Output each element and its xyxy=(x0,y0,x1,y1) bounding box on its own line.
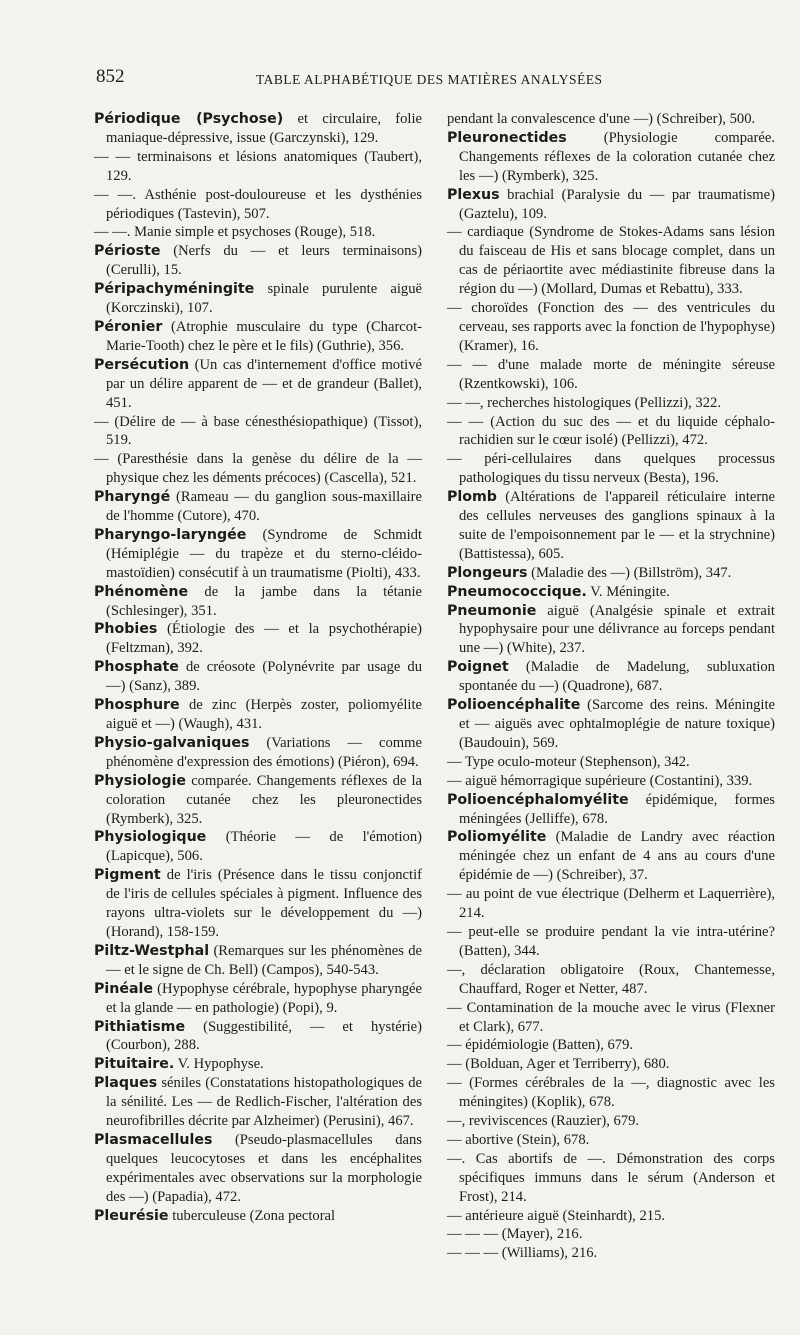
index-entry xyxy=(447,450,775,488)
index-entry xyxy=(94,620,422,658)
running-title: TABLE ALPHABÉTIQUE DES MATIÈRES ANALYSÉES xyxy=(256,72,603,87)
entry-headword: Polioencéphalomyélite xyxy=(447,791,629,808)
entry-headword: Phosphate xyxy=(94,659,179,676)
entry-text: de créosote (Polynévrite par usage du —) (Sanz), 389. xyxy=(106,659,422,695)
page-header xyxy=(96,66,736,96)
index-entry xyxy=(94,734,422,772)
index-entry xyxy=(447,791,775,829)
index-entry xyxy=(94,658,422,696)
index-entry xyxy=(447,356,775,394)
index-entry xyxy=(447,583,775,602)
index-entry xyxy=(447,110,775,129)
index-entry xyxy=(94,280,422,318)
entry-headword: Plomb xyxy=(447,489,497,506)
entry-text: — aiguë hémorragique supérieure (Costantini), 339. xyxy=(447,772,753,789)
entry-text: — Type oculo-moteur (Stephenson), 342. xyxy=(447,753,690,770)
entry-text: — au point de vue électrique (Delherm et Laquerrière), 214. xyxy=(447,886,775,922)
index-entry xyxy=(447,413,775,451)
entry-headword: Pleurésie xyxy=(94,1207,169,1224)
entry-headword: Pneumococcique. xyxy=(447,583,587,600)
entry-text: de zinc (Herpès zoster, poliomyélite aiguë et —) (Waugh), 431. xyxy=(106,697,422,732)
entry-text: séniles (Constatations histopathologiques de la sénilité. Les — de Redlich-Fischer, l'altération des neurofibrilles décrite par Alzheimer) (Perusini), 467. xyxy=(106,1075,422,1130)
entry-text: spinale purulente aiguë (Korczinski), 107. xyxy=(106,281,422,317)
index-entry xyxy=(94,980,422,1018)
entry-text: (Variations — comme phénomène d'expression des émotions) (Piéron), 694. xyxy=(106,734,422,770)
index-entry xyxy=(447,488,775,564)
entry-headword: Poliomyélite xyxy=(447,829,547,846)
entry-headword: Piltz-Westphal xyxy=(94,942,210,959)
index-entry xyxy=(447,1036,775,1055)
entry-text: —, reviviscences (Rauzier), 679. xyxy=(447,1113,640,1130)
entry-text: — (Délire de — à base cénesthésiopathique) (Tissot), 519. xyxy=(94,413,422,449)
index-entry xyxy=(94,450,422,488)
index-entry xyxy=(94,110,422,148)
index-entry xyxy=(94,488,422,526)
entry-text: (Maladie de Madelung, subluxation spontanée du —) (Quadrone), 687. xyxy=(459,659,775,695)
entry-text: (Sarcome des reins. Méningite et — aiguës avec ophtalmoplégie de nature toxique) (Baudouin), 569. xyxy=(459,697,775,751)
entry-text: —, déclaration obligatoire (Roux, Chantemesse, Chauffard, Roger et Netter, 487. xyxy=(447,961,775,997)
entry-text: — —, recherches histologiques (Pellizzi), 322. xyxy=(447,394,721,411)
entry-text: — cardiaque (Syndrome de Stokes-Adams sans lésion du faisceau de His et sans blocage complet, dans un cas de périaortite avec médiastinite fibreuse dans la région du —) (Mollard, Dumas et Rebattu), 333. xyxy=(447,224,775,298)
index-entry xyxy=(447,961,775,999)
index-entry xyxy=(447,772,775,791)
entry-text: (Physiologie comparée. Changements réflexes de la coloration cutanée chez les —) (Rymberk), 325. xyxy=(459,129,775,184)
index-entry xyxy=(447,299,775,356)
index-entry xyxy=(447,1131,775,1150)
entry-headword: Pigment xyxy=(94,867,161,884)
index-entry xyxy=(447,1225,775,1244)
index-entry xyxy=(94,1207,422,1226)
entry-headword: Plasmacellules xyxy=(94,1131,213,1148)
entry-text: (Hypophyse cérébrale, hypophyse pharyngée et la glande — en pathologie) (Popi), 9. xyxy=(106,980,422,1016)
entry-headword: Phosphure xyxy=(94,697,180,714)
entry-headword: Polioencéphalite xyxy=(447,697,581,714)
entry-text: (Atrophie musculaire du type (Charcot-Marie-Tooth) chez le père et le fils) (Guthrie), 356. xyxy=(106,318,422,354)
entry-text: (Syndrome de Schmidt (Hémiplégie — du trapèze et du sterno-cléido-mastoïdien) consécutif à un traumatisme (Piolti), 433. xyxy=(106,526,422,581)
entry-text: (Théorie — de l'émotion) (Lapicque), 506. xyxy=(106,829,422,865)
left-column xyxy=(94,110,422,1225)
entry-headword: Péripachyméningite xyxy=(94,281,255,298)
index-entry xyxy=(447,923,775,961)
entry-headword: Plexus xyxy=(447,186,500,203)
entry-text: — (Formes cérébrales de la —, diagnostic avec les méningites) (Koplik), 678. xyxy=(447,1075,775,1111)
entry-text: (Nerfs du — et leurs terminaisons) (Cerulli), 15. xyxy=(106,243,423,279)
entry-text: (Suggestibilité, — et hystérie) (Courbon), 288. xyxy=(106,1018,422,1054)
entry-text: — —. Manie simple et psychoses (Rouge), 518. xyxy=(94,224,376,241)
index-entry xyxy=(447,1150,775,1207)
index-entry xyxy=(447,129,775,186)
entry-headword: Phénomène xyxy=(94,583,189,600)
index-entry xyxy=(94,148,422,186)
entry-text: brachial (Paralysie du — par traumatisme) (Gaztelu), 109. xyxy=(459,186,775,222)
entry-headword: Pituitaire. xyxy=(94,1056,175,1073)
entry-text: (Remarques sur les phénomènes de — et le signe de Ch. Bell) (Campos), 540-543. xyxy=(106,942,422,978)
page-number: 852 xyxy=(96,66,125,87)
index-entry xyxy=(447,1207,775,1226)
entry-text: épidémique, formes méningées (Jelliffe), 678. xyxy=(459,791,775,827)
index-entry xyxy=(94,1131,422,1207)
entry-text: — choroïdes (Fonction des — des ventricules du cerveau, ses rapports avec la fonction de l'hypophyse) (Kramer), 16. xyxy=(447,300,775,354)
entry-text: — (Paresthésie dans la genèse du délire de la — physique chez les déments précoces) (Cascella), 521. xyxy=(94,451,422,487)
index-entry xyxy=(94,696,422,734)
entry-text: et circulaire, folie maniaque-dépressive, issue (Garczynski), 129. xyxy=(106,111,422,146)
entry-text: (Rameau — du ganglion sous-maxillaire de l'homme (Cutore), 470. xyxy=(106,489,422,525)
entry-text: (Un cas d'internement d'office motivé par un délire apparent de — et de grandeur (Ballet), 451. xyxy=(106,356,422,411)
entry-headword: Pharyngé xyxy=(94,489,171,506)
entry-text: (Maladie des —) (Billström), 347. xyxy=(531,564,732,581)
entry-headword: Pharyngo-laryngée xyxy=(94,526,247,543)
entry-text: — —. Asthénie post-douloureuse et les dysthénies périodiques (Tastevin), 507. xyxy=(94,186,422,222)
entry-headword: Physiologique xyxy=(94,829,207,846)
index-entry xyxy=(447,1112,775,1131)
index-entry xyxy=(447,394,775,413)
index-entry xyxy=(447,999,775,1037)
index-entry xyxy=(94,318,422,356)
entry-text: — épidémiologie (Batten), 679. xyxy=(447,1037,634,1054)
entry-text: pendant la convalescence d'une —) (Schreiber), 500. xyxy=(447,111,756,127)
entry-text: — — — (Mayer), 216. xyxy=(447,1226,583,1243)
index-entry xyxy=(447,885,775,923)
index-entry xyxy=(94,1018,422,1056)
right-column xyxy=(447,110,775,1263)
entry-headword: Phobies xyxy=(94,621,158,638)
index-entry xyxy=(94,413,422,451)
entry-headword: Péronier xyxy=(94,318,163,335)
entry-text: — — d'une malade morte de méningite séreuse (Rzentkowski), 106. xyxy=(447,356,775,392)
entry-headword: Plongeurs xyxy=(447,564,528,581)
entry-text: aiguë (Analgésie spinale et extrait hypophysaire pour une délivrance au forceps pendant une —) (White), 237. xyxy=(459,602,775,657)
index-entry xyxy=(94,356,422,413)
entry-text: — — terminaisons et lésions anatomiques (Taubert), 129. xyxy=(94,148,422,184)
entry-text: —. Cas abortifs de —. Démonstration des corps spécifiques immuns dans le sérum (Anderson et Frost), 214. xyxy=(447,1150,775,1205)
entry-text: — — (Action du suc des — et du liquide céphalo-rachidien sur le cœur isolé) (Pellizzi), 472. xyxy=(447,413,775,449)
entry-text: — (Bolduan, Ager et Terriberry), 680. xyxy=(447,1056,670,1073)
entry-headword: Périoste xyxy=(94,243,161,260)
entry-text: — — — (Williams), 216. xyxy=(447,1245,598,1262)
index-entry xyxy=(447,753,775,772)
entry-headword: Pneumonie xyxy=(447,602,537,619)
index-entry xyxy=(447,1244,775,1263)
index-entry xyxy=(447,828,775,885)
entry-headword: Physio-galvaniques xyxy=(94,734,250,751)
index-entry xyxy=(94,242,422,280)
entry-text: — abortive (Stein), 678. xyxy=(447,1131,590,1148)
entry-headword: Périodique (Psychose) xyxy=(94,111,284,127)
index-entry xyxy=(94,942,422,980)
index-entry xyxy=(447,602,775,659)
index-entry xyxy=(447,1055,775,1074)
entry-text: — péri-cellulaires dans quelques processus pathologiques du tissu nerveux (Besta), 196. xyxy=(447,451,775,487)
index-entry xyxy=(94,1055,422,1074)
index-entry xyxy=(94,223,422,242)
entry-text: (Altérations de l'appareil réticulaire interne des cellules nerveuses des ganglions spinaux à la suite de l'empoisonnement par le — et la strychnine) (Battistessa), 605. xyxy=(459,489,775,562)
index-entry xyxy=(94,583,422,621)
index-entry xyxy=(94,526,422,583)
entry-text: V. Hypophyse. xyxy=(177,1056,264,1073)
entry-text: — peut-elle se produire pendant la vie intra-utérine? (Batten), 344. xyxy=(447,923,775,959)
entry-text: (Pseudo-plasmacellules dans quelques leucocytoses et dans les encéphalites expérimentales avec observations sur la morphologie des —) (Papadia), 472. xyxy=(106,1131,422,1205)
index-entry xyxy=(94,186,422,224)
index-entry xyxy=(94,828,422,866)
index-entry xyxy=(447,696,775,753)
entry-text: (Étiologie des — et la psychothérapie) (Feltzman), 392. xyxy=(106,621,422,657)
entry-text: V. Méningite. xyxy=(590,583,670,600)
entry-headword: Pleuronectides xyxy=(447,129,567,146)
index-entry xyxy=(447,186,775,224)
index-entry xyxy=(447,564,775,583)
entry-text: de la jambe dans la tétanie (Schlesinger), 351. xyxy=(106,583,422,619)
index-entry xyxy=(94,866,422,942)
entry-text: comparée. Changements réflexes de la coloration cutanée chez les pleuronectides (Rymberk), 325. xyxy=(106,772,423,827)
index-entry xyxy=(447,223,775,299)
index-entry xyxy=(447,1074,775,1112)
index-entry xyxy=(447,658,775,696)
entry-text: — antérieure aiguë (Steinhardt), 215. xyxy=(447,1207,666,1224)
entry-headword: Physiologie xyxy=(94,772,187,789)
entry-text: (Maladie de Landry avec réaction méningée chez un enfant de 4 ans au cours d'une épidémie de —) (Schreiber), 37. xyxy=(459,829,775,884)
entry-headword: Plaques xyxy=(94,1075,158,1092)
entry-headword: Pinéale xyxy=(94,980,154,997)
index-entry xyxy=(94,1074,422,1131)
entry-headword: Persécution xyxy=(94,356,190,373)
entry-text: — Contamination de la mouche avec le virus (Flexner et Clark), 677. xyxy=(447,999,775,1035)
index-entry xyxy=(94,772,422,829)
entry-headword: Poignet xyxy=(447,659,509,676)
entry-headword: Pithiatisme xyxy=(94,1018,186,1035)
entry-text: de l'iris (Présence dans le tissu conjonctif de l'iris de cellules spéciales à pigment. Influence des rayons ultra-violets sur le développement du —) (Horand), 158-159. xyxy=(106,867,423,940)
entry-text: tuberculeuse (Zona pectoral xyxy=(172,1207,336,1224)
